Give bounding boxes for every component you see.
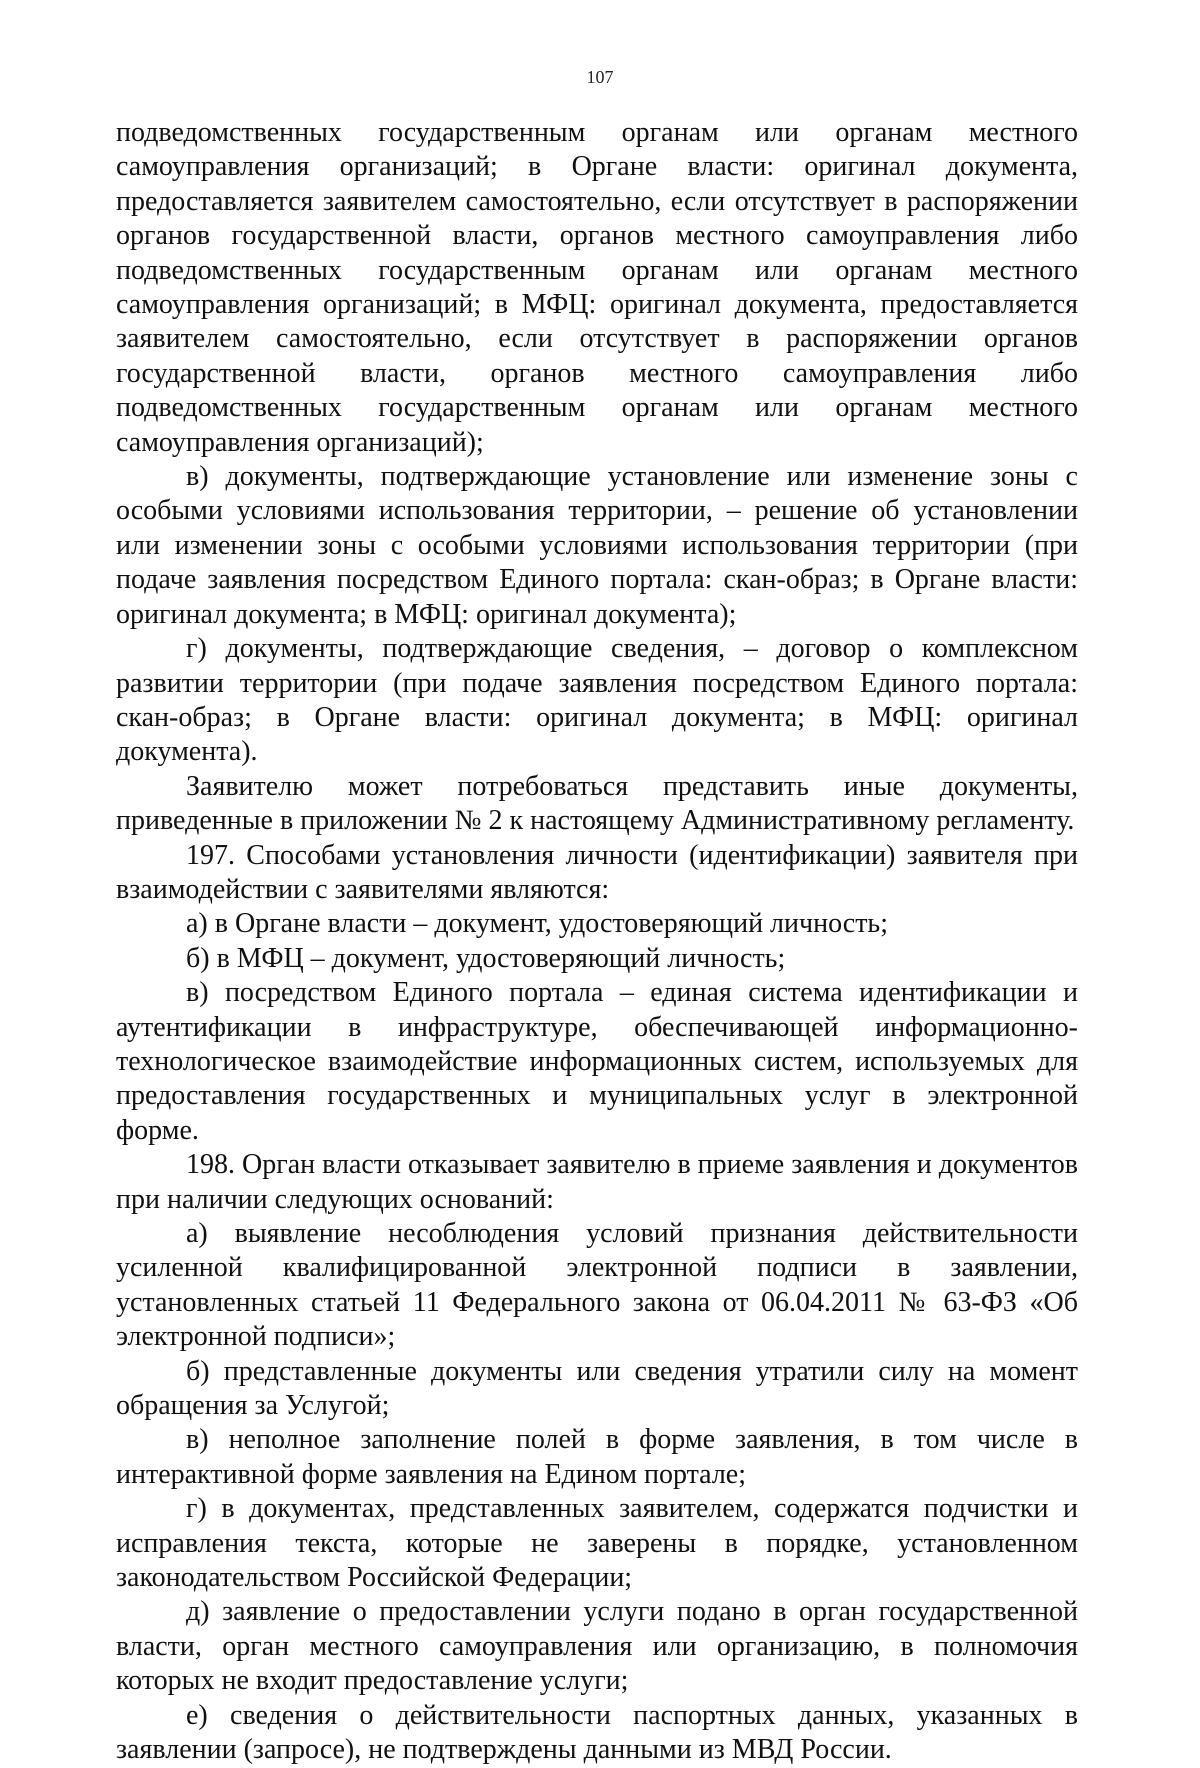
paragraph-198-g: г) в документах, представленных заявителем, содержатся подчистки и исправления текста, которые не заверены в порядке, установленном законодательством Российской Федерации;	[116, 1493, 1078, 1594]
paragraph-item-g-development-contract: г) документы, подтверждающие сведения, – договор о комплексном развитии территории (при подаче заявления посредством Единого портала: скан-образ; в Органе власти: оригинал документа; в МФЦ: оригинал документа).	[116, 633, 1078, 768]
paragraph-item-v-zone-documents: в) документы, подтверждающие установление или изменение зоны с особыми условиями использования территории, – решение об установлении или изменении зоны с особыми условиями использования территории (при подаче заявления посредством Единого портала: скан-образ; в Органе власти: оригинал документа; в МФЦ: оригинал документа);	[116, 461, 1078, 630]
paragraph-197-v: в) посредством Единого портала – единая система идентификации и аутентификации в инфраструктуре, обеспечивающей информационно-технологическое взаимодействие информационных систем, используемых для предоставления государственных и муниципальных услуг в электронной форме.	[116, 977, 1078, 1146]
paragraph-198-e: е) сведения о действительности паспортных данных, указанных в заявлении (запросе), не подтверждены данными из МВД России.	[116, 1699, 1078, 1766]
page-number: 107	[586, 67, 614, 87]
paragraph-continuation: подведомственных государственным органам или органам местного самоуправления организаций; в Органе власти: оригинал документа, предоставляется заявителем самостоятельно, если отсутствует в распоряжении органов государственной власти, органов местного самоуправления либо подведомственных государственным органам или органам местного самоуправления организаций; в МФЦ: оригинал документа, предоставляется заявителем самостоятельно, если отсутствует в распоряжении органов государственной власти, органов местного самоуправления либо подведомственных государственным органам или органам местного самоуправления организаций);	[116, 117, 1078, 458]
paragraph-197-identification: 197. Способами установления личности (идентификации) заявителя при взаимодействии с заявителями являются:	[116, 839, 1078, 905]
document-body	[116, 116, 1078, 1768]
paragraph-198-a: а) выявление несоблюдения условий признания действительности усиленной квалифицированной электронной подписи в заявлении, установленных статьей 11 Федерального закона от 06.04.2011 № 63-ФЗ «Об электронной подписи»;	[116, 1218, 1078, 1353]
paragraph-197-a: а) в Органе власти – документ, удостоверяющий личность;	[186, 908, 888, 940]
paragraph-197-b: б) в МФЦ – документ, удостоверяющий личность;	[186, 942, 786, 974]
paragraph-198-d: д) заявление о предоставлении услуги подано в орган государственной власти, орган местного самоуправления или организацию, в полномочия которых не входит предоставление услуги;	[116, 1596, 1078, 1697]
paragraph-other-documents: Заявителю может потребоваться представить иные документы, приведенные в приложении № 2 к настоящему Административному регламенту.	[116, 770, 1078, 837]
paragraph-198-refusal: 198. Орган власти отказывает заявителю в приеме заявления и документов при наличии следующих оснований:	[116, 1149, 1078, 1215]
paragraph-198-b: б) представленные документы или сведения утратили силу на момент обращения за Услугой;	[116, 1355, 1078, 1422]
paragraph-198-v: в) неполное заполнение полей в форме заявления, в том числе в интерактивной форме заявления на Едином портале;	[116, 1424, 1078, 1490]
